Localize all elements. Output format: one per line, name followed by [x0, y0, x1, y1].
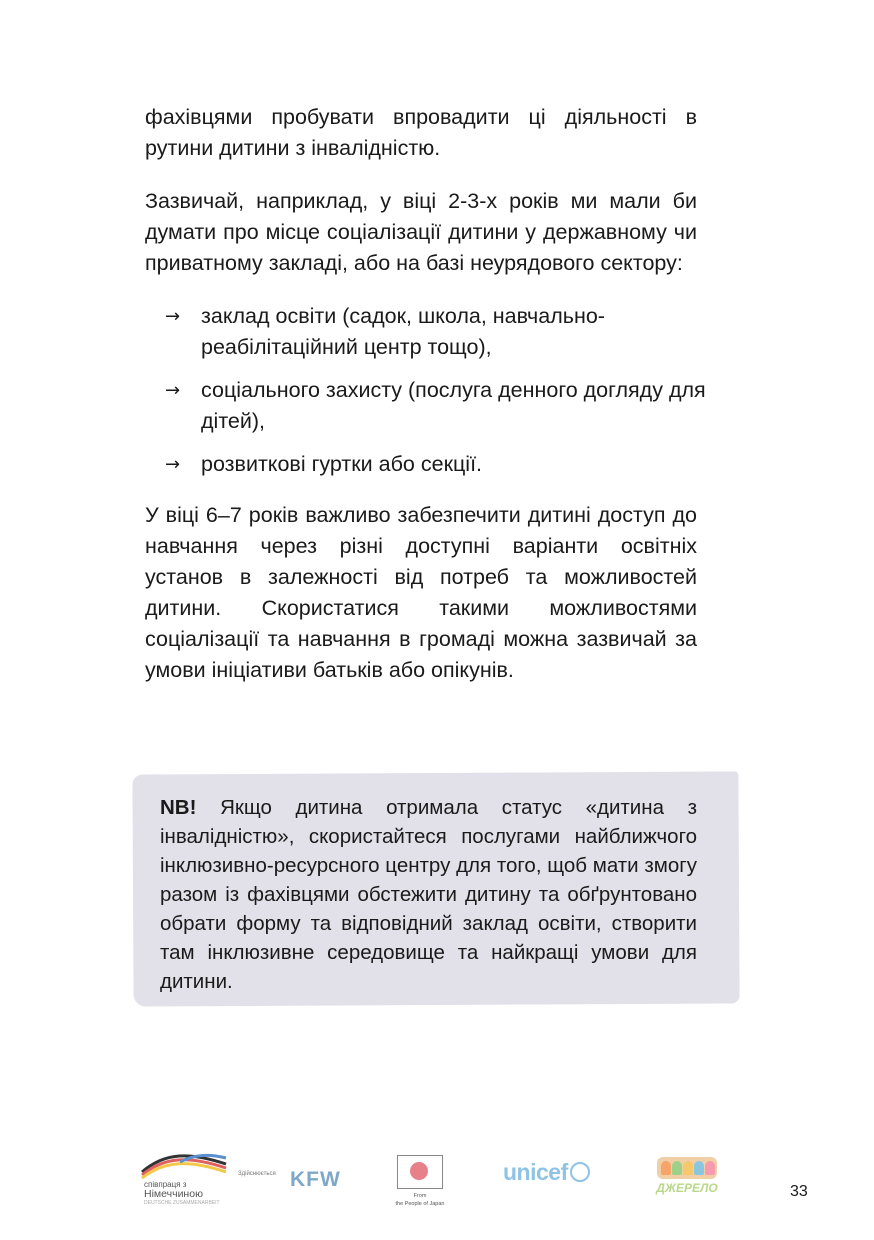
page-number: 33 — [790, 1183, 808, 1200]
list-item-text: розвиткові гуртки або секції. — [201, 452, 483, 476]
logo-text: ДЖЕРЕЛО — [656, 1181, 718, 1195]
list-item — [145, 449, 741, 480]
list-item-text: заклад освіти (садок, школа, навчально-реабілітаційний центр тощо), — [201, 304, 605, 359]
logo-text: Німеччиною — [144, 1188, 203, 1200]
bullet-list — [145, 301, 706, 480]
arrow-right-icon: → — [165, 454, 181, 475]
funded-note: Здійснюється — [238, 1171, 276, 1177]
paragraph-2: Зазвичай, наприклад, у віці 2-3-х років ми мали би думати про місце соціалізації дитини у державному чи приватному закладі, або на базі неурядового сектору: — [145, 189, 697, 275]
arrow-right-icon: → — [165, 306, 181, 327]
flag-wave-icon — [140, 1150, 230, 1182]
page-content — [145, 102, 706, 686]
dzherelo-logo — [653, 1157, 721, 1201]
list-item — [145, 301, 741, 363]
footer-logos — [0, 1145, 874, 1215]
logo-text: the People of Japan — [395, 1201, 445, 1207]
paragraph-1: фахівцями пробувати впровадити ці діяльності в рутини дитини з інвалідністю. — [145, 105, 697, 160]
german-cooperation-logo — [140, 1150, 230, 1205]
globe-icon — [570, 1162, 590, 1182]
arrow-right-icon: → — [165, 380, 181, 401]
nb-body: Якщо дитина отримала статус «дитина з інвалідністю», скористайтеся послугами найближчого інклюзивно-ресурсного центру для того, щоб мати змогу разом із фахівцями обстежити дитину та обґрунтовано обрати форму та відповідний заклад освіти, створити там інклюзивне середовище та найкращі умови для дитини. — [160, 796, 697, 993]
nb-callout-text — [160, 793, 697, 996]
paragraph-3: У віці 6–7 років важливо забезпечити дитині доступ до навчання через різні доступні варіанти освітніх установ в залежності від потреб та можливостей дитини. Скористатися такими можливостями соціалізації та навчання в громаді можна зазвичай за умови ініціативи батьків або опікунів. — [145, 503, 697, 682]
nb-label: NB! — [160, 796, 197, 819]
list-item — [145, 375, 741, 437]
people-icon — [657, 1157, 717, 1179]
unicef-logo — [503, 1159, 590, 1186]
logo-text: співпраця з — [144, 1180, 187, 1189]
kfw-logo: KFW — [290, 1168, 341, 1191]
japan-logo — [395, 1155, 445, 1215]
logo-text: From — [413, 1193, 427, 1199]
list-item-text: соціального захисту (послуга денного догляду для дітей), — [201, 378, 706, 433]
logo-text: unicef — [503, 1159, 568, 1185]
logo-text: DEUTSCHE ZUSAMMENARBEIT — [144, 1200, 220, 1206]
